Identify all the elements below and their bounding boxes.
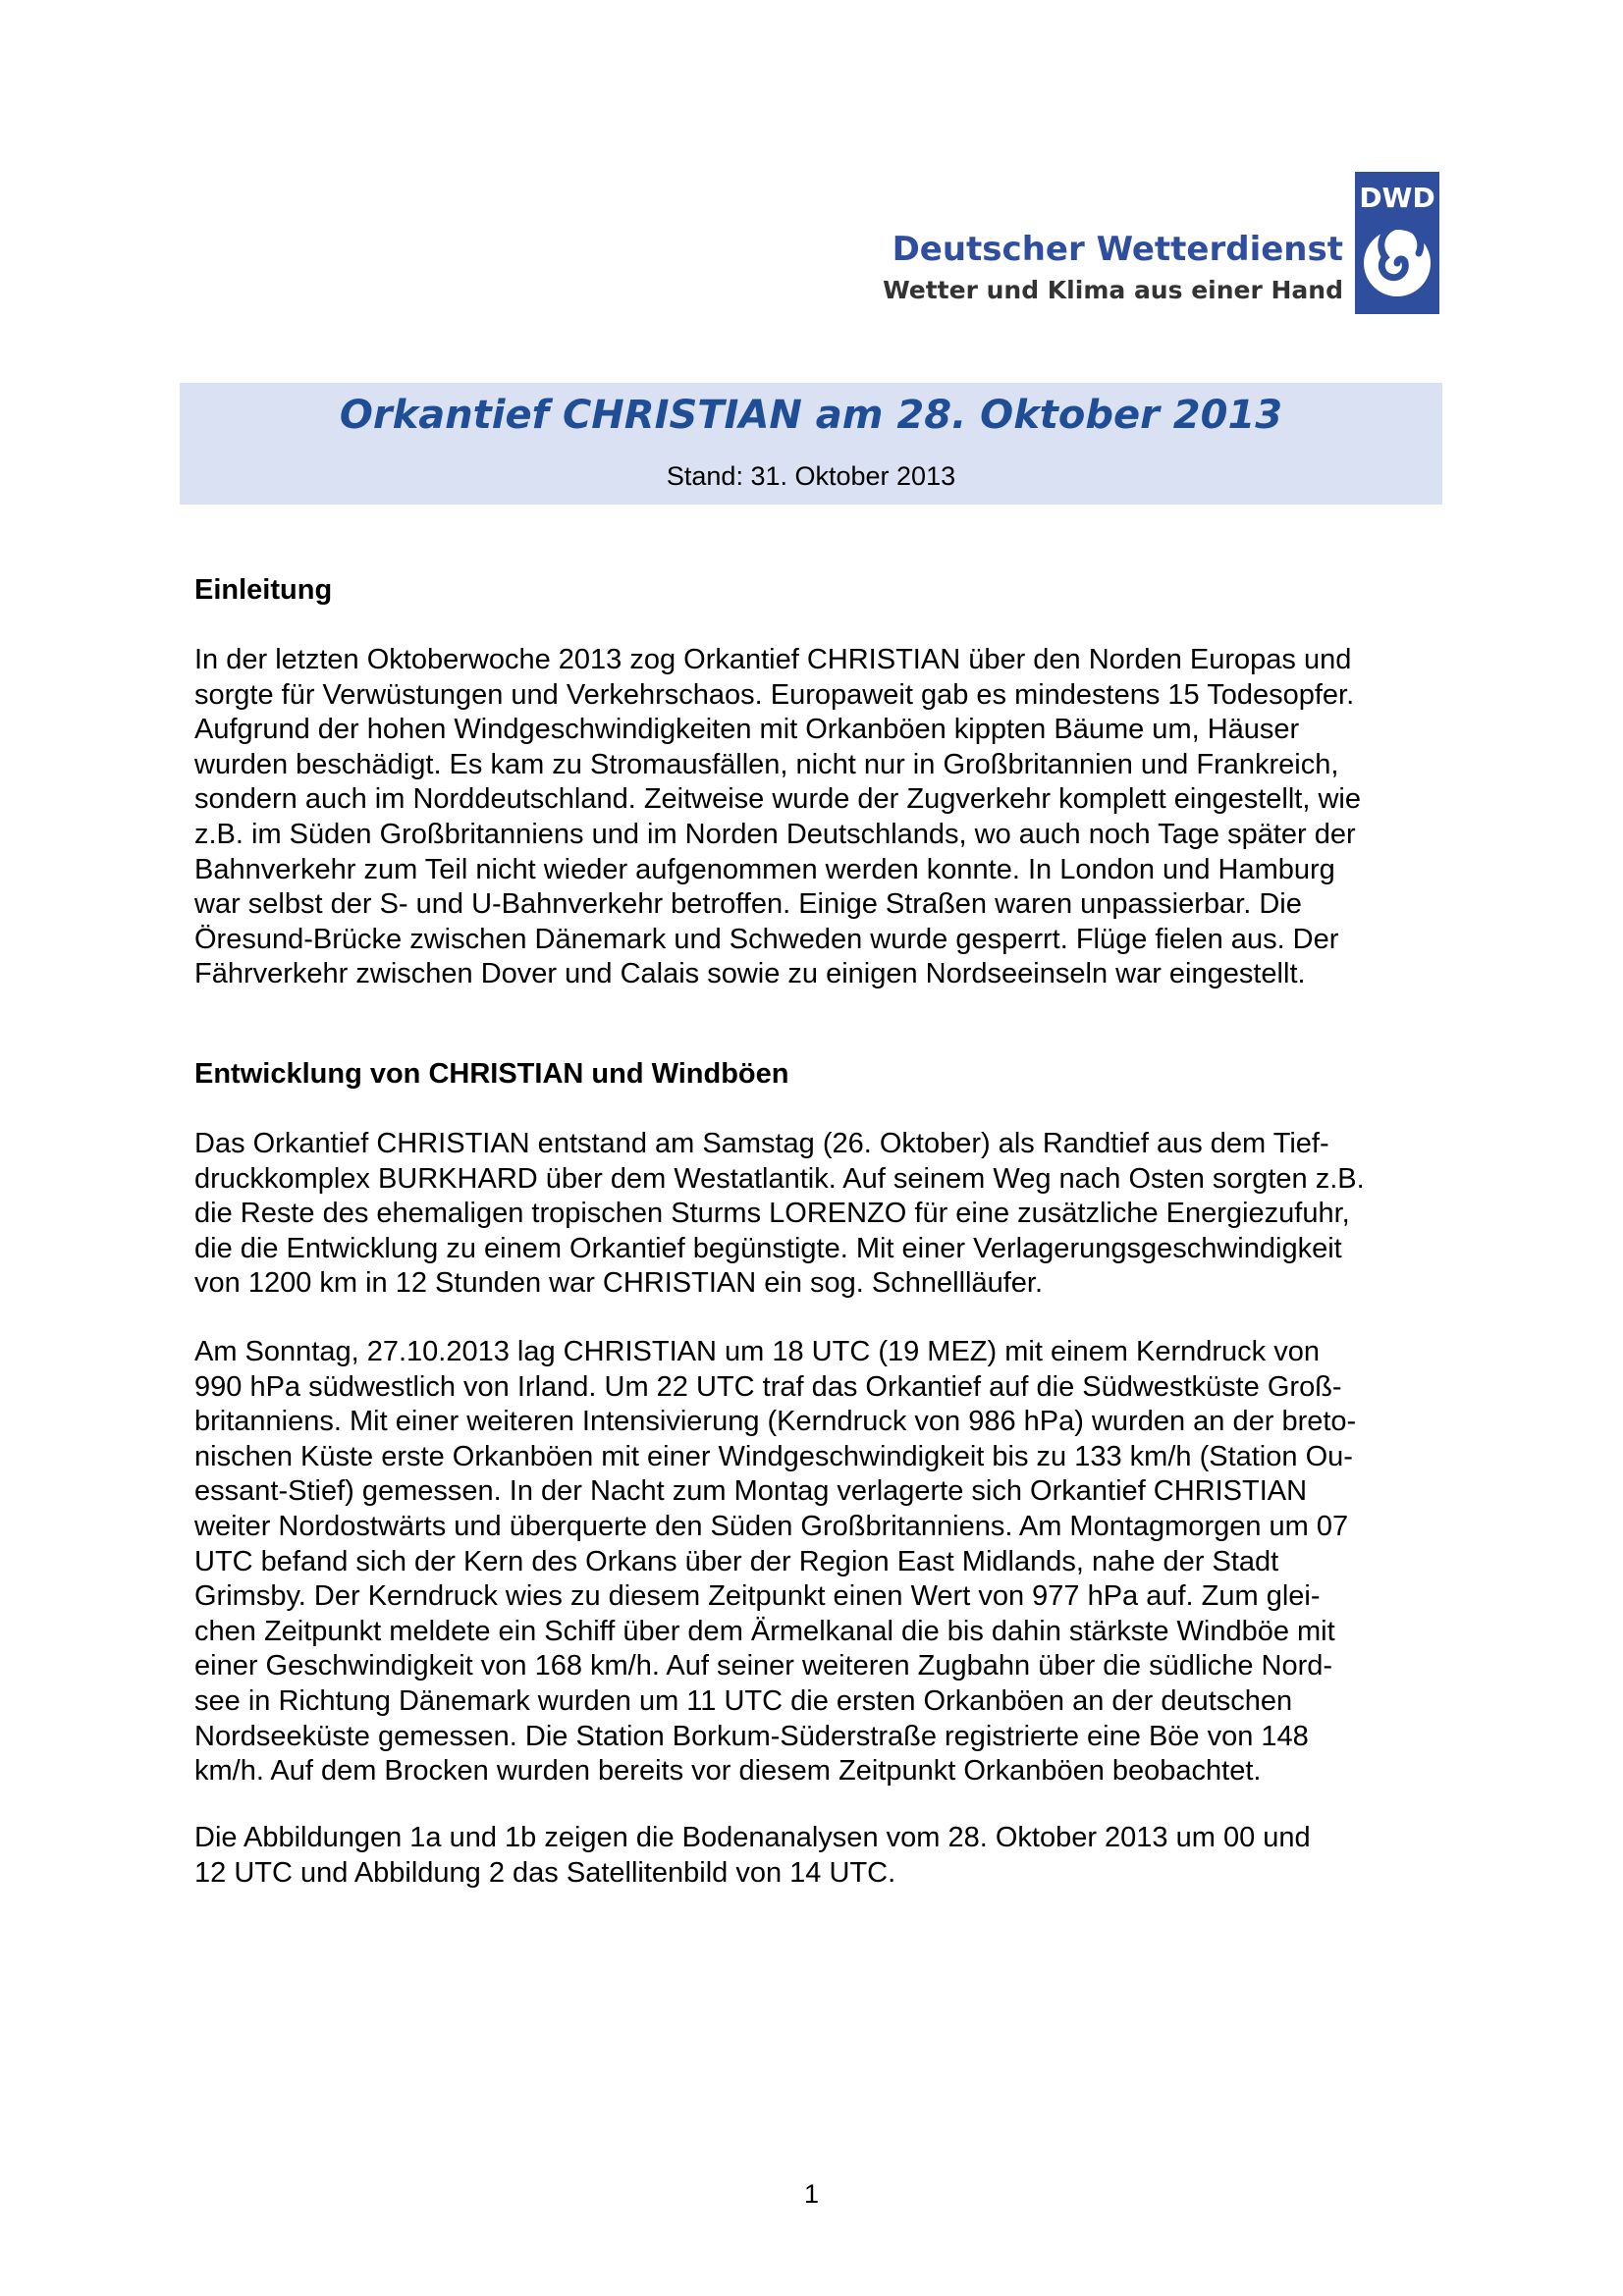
section-heading-entwicklung: Entwicklung von CHRISTIAN und Windböen bbox=[194, 1058, 789, 1090]
dwd-logo-icon bbox=[1355, 172, 1439, 314]
logo-badge-text: DWD bbox=[1359, 182, 1435, 214]
dwd-logo-text bbox=[883, 228, 1343, 310]
page-number: 1 bbox=[803, 2179, 820, 2209]
paragraph-entwicklung-2: Am Sonntag, 27.10.2013 lag CHRISTIAN um 18 UTC (19 MEZ) mit einem Kerndruck von 990 hPa südwestlich von Irland. Um 22 UTC traf das Orkantief auf die Südwestküste Groß- britanniens. Mit einer weiteren Intensivierung (Kerndruck von 986 hPa) wurden an der breto- nischen Küste erste Orkanböen mit einer Windgeschwindigkeit bis zu 133 km/h (Station Ou- essant-Stief) gemessen. In der Nacht zum Montag verlagerte sich Orkantief CHRISTIAN weiter Nordostwärts und überquerte den Süden Großbritanniens. Am Montagmorgen um 07 UTC befand sich der Kern des Orkans über der Region East Midlands, nahe der Stadt Grimsby. Der Kerndruck wies zu diesem Zeitpunkt einen Wert von 977 hPa auf. Zum glei- chen Zeitpunkt meldete ein Schiff über dem Ärmelkanal die bis dahin stärkste Windböe mit einer Geschwindigkeit von 168 km/h. Auf seiner weiteren Zugbahn über die südliche Nord- see in Richtung Dänemark wurden um 11 UTC die ersten Orkanböen an der deutschen Nordseeküste gemessen. Die Station Borkum-Süderstraße registrierte eine Böe von 148 km/h. Auf dem Brocken wurden bereits vor diesem Zeitpunkt Orkanböen beobachtet. bbox=[194, 1336, 1357, 1788]
paragraph-einleitung: In der letzten Oktoberwoche 2013 zog Orkantief CHRISTIAN über den Norden Europas und sorgte für Verwüstungen und Verkehrschaos. Europaweit gab es mindestens 15 Todesopfer. Aufgrund der hohen Windgeschwindigkeiten mit Orkanböen kippten Bäume um, Häuser wurden beschädigt. Es kam zu Stromausfällen, nicht nur in Großbritannien und Frankreich, sondern auch im Norddeutschland. Zeitweise wurde der Zugverkehr komplett eingestellt, wie z.B. im Süden Großbritanniens und im Norden Deutschlands, wo auch noch Tage später der Bahnverkehr zum Teil nicht wieder aufgenommen werden konnte. In London und Hamburg war selbst der S- und U-Bahnverkehr betroffen. Einige Straßen waren unpassierbar. Die Öresund-Brücke zwischen Dänemark und Schweden wurde gesperrt. Flüge fielen aus. Der Fährverkehr zwischen Dover und Calais sowie zu einigen Nordseeinseln war eingestellt. bbox=[194, 644, 1361, 990]
org-tagline: Wetter und Klima aus einer Hand bbox=[883, 276, 1343, 304]
title-box bbox=[180, 383, 1442, 505]
section-heading-einleitung: Einleitung bbox=[194, 574, 333, 606]
paragraph-entwicklung-3: Die Abbildungen 1a und 1b zeigen die Bodenanalysen vom 28. Oktober 2013 um 00 und 12 UTC und Abbildung 2 das Satellitenbild von 14 UTC. bbox=[194, 1822, 1311, 1889]
page-title: Orkantief CHRISTIAN am 28. Oktober 2013 bbox=[339, 393, 1283, 438]
status-date: Stand: 31. Oktober 2013 bbox=[666, 461, 956, 491]
paragraph-entwicklung-1: Das Orkantief CHRISTIAN entstand am Samstag (26. Oktober) als Randtief aus dem Tief- druckkomplex BURKHARD über dem Westatlantik. Auf seinem Weg nach Osten sorgten z.B. die Reste des ehemaligen tropischen Sturms LORENZO für eine zusätzliche Energiezufuhr, die die Entwicklung zu einem Orkantief begünstigte. Mit einer Verlagerungsgeschwindigkeit von 1200 km in 12 Stunden war CHRISTIAN ein sog. Schnellläufer. bbox=[194, 1128, 1365, 1300]
org-name: Deutscher Wetterdienst bbox=[892, 230, 1343, 269]
